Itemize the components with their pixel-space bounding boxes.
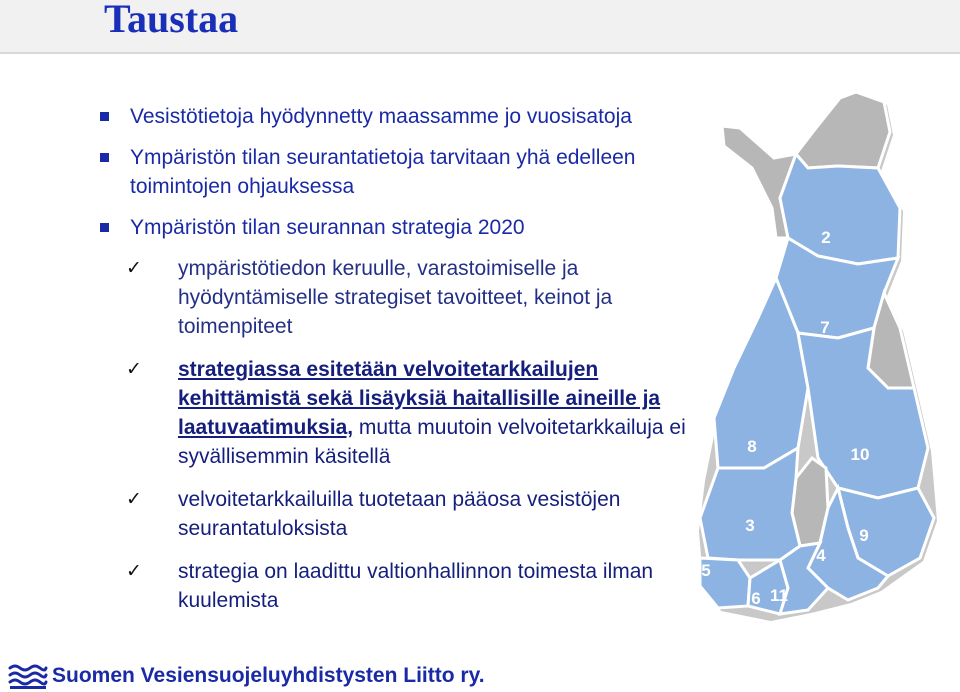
region-label: 7	[820, 318, 830, 337]
region-label: 4	[816, 546, 826, 565]
sub-bullet-text: strategia on laadittu valtionhallinnon toimesta ilman kuulemista	[178, 560, 654, 612]
region-label: 9	[859, 526, 869, 545]
sub-bullet-text: mutta muutoin velvoitetarkkailuja ei syvällisemmin käsitellä	[178, 416, 686, 468]
region-label: 2	[821, 228, 831, 247]
bullet-text: Ympäristön tilan seurantatietoja tarvitaan yhä edelleen toimintojen ohjauksessa	[130, 146, 636, 198]
sub-bullet-list	[96, 254, 706, 615]
sub-bullet-emphasis: strategiassa esitetään velvoitetarkkailujen kehittämistä sekä lisäyksiä haitallisille aineille ja laatuvaatimuksia,	[178, 358, 661, 439]
checkmark-icon: ✓	[126, 258, 142, 279]
bullet-item	[96, 143, 706, 201]
bullet-item	[96, 102, 706, 131]
organization-name: Suomen Vesiensuojeluyhdistysten Liitto ry.	[52, 664, 485, 687]
bullet-item	[96, 213, 706, 242]
footer	[8, 662, 608, 692]
bullet-list	[96, 102, 706, 629]
region-label: 10	[850, 445, 870, 464]
square-bullet-icon	[100, 223, 109, 232]
region-label: 5	[701, 561, 711, 580]
bullet-text: Vesistötietoja hyödynnetty maassamme jo vuosisatoja	[130, 105, 632, 128]
sub-bullet-text: velvoitetarkkailuilla tuotetaan pääosa vesistöjen seurantatuloksista	[178, 488, 621, 540]
region-label: 3	[745, 516, 755, 535]
sub-bullet-item	[126, 485, 706, 543]
lapland-north-region	[796, 92, 890, 168]
finland-region-map	[688, 88, 938, 636]
sub-bullet-item	[126, 254, 706, 341]
sub-bullet-item	[126, 557, 706, 615]
checkmark-icon: ✓	[126, 489, 142, 510]
checkmark-icon: ✓	[126, 561, 142, 582]
page-title: Taustaa	[104, 0, 239, 41]
region-label: 6	[751, 589, 761, 608]
square-bullet-icon	[100, 112, 109, 121]
bullet-text: Ympäristön tilan seurannan strategia 2020	[130, 216, 525, 239]
square-bullet-icon	[100, 153, 109, 162]
region-label: 8	[747, 437, 757, 456]
checkmark-icon: ✓	[126, 359, 142, 380]
sub-bullet-item	[126, 355, 706, 471]
region-label: 11	[770, 586, 788, 605]
sub-bullet-text: ympäristötiedon keruulle, varastoimiselle ja hyödyntämiselle strategiset tavoitteet, keinot ja toimenpiteet	[178, 257, 613, 338]
wave-logo-icon	[8, 662, 48, 690]
